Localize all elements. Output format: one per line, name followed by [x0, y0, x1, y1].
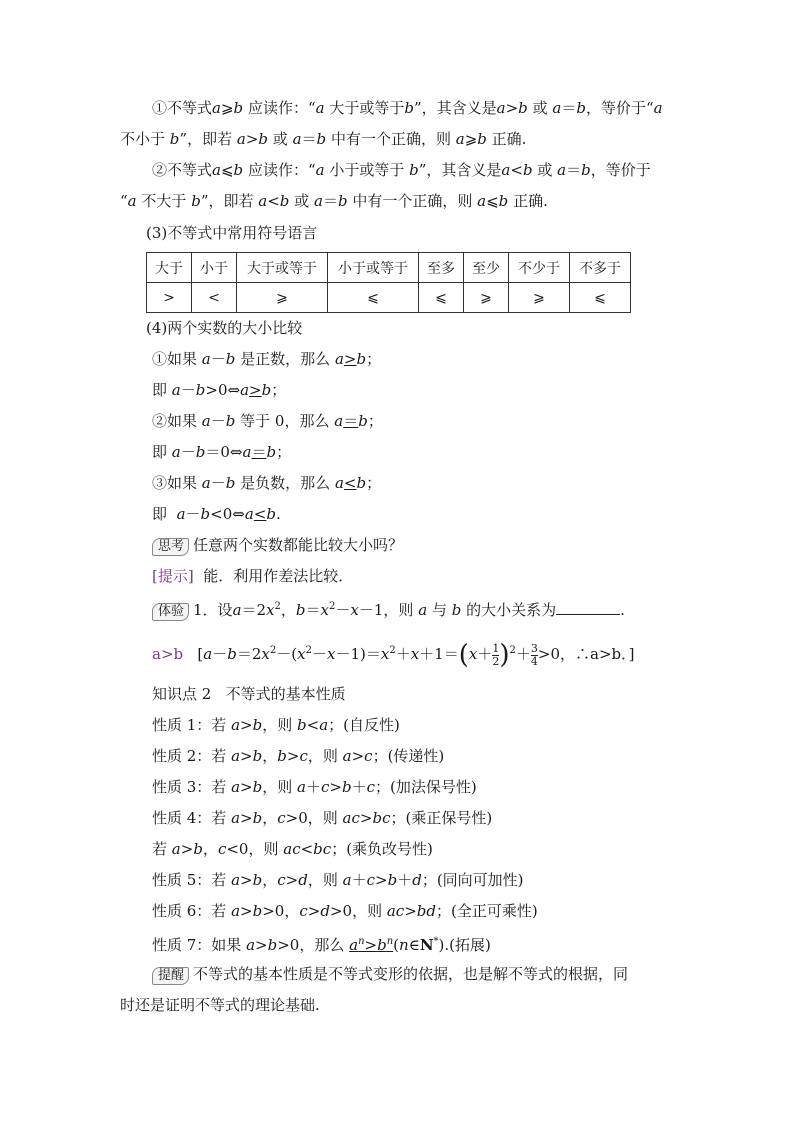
symbol-table: [146, 252, 631, 313]
think-tag: 思考: [152, 538, 189, 556]
remind-tag: 提醒: [152, 967, 189, 985]
property-1: 性质 1：若 a>b，则 b<a；(自反性): [152, 716, 400, 734]
paragraph-geq-line1: ①不等式a⩾b 应读作：“a 大于或等于b”，其含义是a>b 或 a＝b，等价于“a: [152, 99, 663, 117]
table-cell: ⩽: [419, 283, 464, 313]
paragraph-geq-line2: 不小于 b”，即若 a>b 或 a＝b 中有一个正确，则 a⩾b 正确.: [120, 130, 527, 148]
table-cell: 大于或等于: [237, 253, 328, 283]
table-cell: 至多: [419, 253, 464, 283]
table-cell: ⩽: [570, 283, 631, 313]
paragraph-leq-line1: ②不等式a⩽b 应读作：“a 小于或等于 b”，其含义是a<b 或 a＝b，等价于: [152, 161, 651, 179]
property-3: 性质 3：若 a>b，则 a＋c>b＋c；(加法保号性): [152, 778, 477, 796]
compare-line-5: ③如果 a－b 是负数，那么 a<b；: [152, 474, 382, 492]
section-4-heading: (4)两个实数的大小比较: [146, 319, 303, 337]
table-cell: ⩾: [464, 283, 509, 313]
property-4: 性质 4：若 a>b，c>0，则 ac>bc；(乘正保号性): [152, 809, 493, 827]
table-cell: ⩾: [237, 283, 328, 313]
paragraph-leq-line2: “a 不大于 b”，即若 a<b 或 a＝b 中有一个正确，则 a⩽b 正确.: [120, 192, 548, 210]
knowledge-point-2-heading: 知识点 2 不等式的基本性质: [152, 685, 346, 703]
section-3-heading: (3)不等式中常用符号语言: [146, 224, 318, 242]
compare-line-3: ②如果 a－b 等于 0，那么 a＝b；: [152, 412, 383, 430]
compare-line-4: 即 a－b＝0⇔a＝b；: [152, 443, 292, 461]
table-cell: 至少: [464, 253, 509, 283]
table-cell: <: [192, 283, 237, 313]
symbol-table-header-row: [147, 253, 631, 283]
table-cell: 不多于: [570, 253, 631, 283]
table-cell: ⩾: [509, 283, 570, 313]
fraction-three-quarters: $\frac{3}{4}$: [530, 641, 538, 668]
exercise-tag: 体验: [152, 603, 189, 621]
remind-line-1: 提醒 不等式的基本性质是不等式变形的依据，也是解不等式的根据，同: [152, 964, 628, 985]
think-question: 思考 任意两个实数都能比较大小吗？: [152, 535, 403, 556]
property-5: 性质 5：若 a>b，c>d，则 a＋c>b＋d；(同向可加性): [152, 871, 524, 889]
table-cell: 小于或等于: [328, 253, 419, 283]
think-hint: [提示] 能．利用作差法比较．: [152, 567, 354, 585]
answer-blank[interactable]: [556, 600, 620, 615]
symbol-table-symbol-row: [147, 283, 631, 313]
table-cell: 不少于: [509, 253, 570, 283]
property-7: 性质 7：如果 a>b>0，那么 $a^n>b^n(n\in N^*)$.(拓展): [152, 936, 491, 954]
property-4-negative: 若 a>b，c<0，则 ac<bc；(乘负改号性): [152, 840, 433, 858]
compare-line-1: ①如果 a－b 是正数，那么 a>b；: [152, 350, 382, 368]
table-cell: 大于: [147, 253, 192, 283]
remind-line-2: 时还是证明不等式的理论基础.: [120, 996, 320, 1014]
table-cell: >: [147, 283, 192, 313]
compare-line-6: 即 a－b<0⇔a<b.: [152, 505, 281, 523]
table-cell: ⩽: [328, 283, 419, 313]
property-6: 性质 6：若 a>b>0，c>d>0，则 ac>bd；(全正可乘性): [152, 902, 538, 920]
fraction-one-half: $\frac{1}{2}$: [492, 641, 500, 668]
table-cell: 小于: [192, 253, 237, 283]
exercise-question: 体验 1．设$a=2x^2$，$b=x^2-x-1$，则 a 与 b 的大小关系为 .: [152, 597, 625, 621]
exercise-solution: a>b [$a-b=2x^2-(x^2-x-1)=x^2+x+1=(x+$ $\frac{1}{2}$ )$^2$＋ $\frac{3}{4}$ >0，∴a>b．]: [152, 640, 635, 670]
hint-tag: [提示]: [152, 567, 194, 585]
property-2: 性质 2：若 a>b，b>c，则 a>c；(传递性): [152, 747, 445, 765]
compare-line-2: 即 a－b>0⇔a>b；: [152, 381, 287, 399]
exercise-answer: a>b: [152, 645, 184, 663]
